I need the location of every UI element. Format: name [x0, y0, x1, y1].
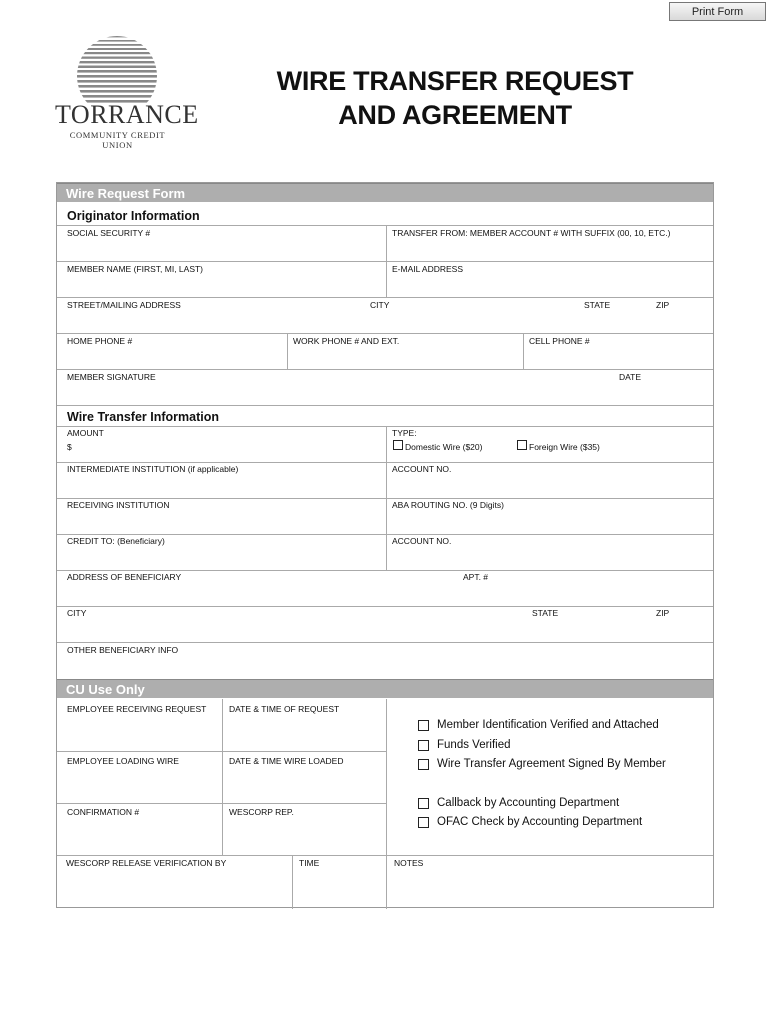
wire-request-form	[56, 182, 714, 908]
sunrise-logo-icon	[75, 34, 159, 104]
email-label: E-MAIL ADDRESS	[392, 264, 464, 274]
member-signature-label: MEMBER SIGNATURE	[67, 372, 156, 382]
divider	[57, 261, 713, 262]
section-wire-request: Wire Request Form	[57, 183, 713, 202]
employee-loading-label: EMPLOYEE LOADING WIRE	[67, 756, 179, 766]
callback-label: Callback by Accounting Department	[437, 797, 620, 809]
divider	[57, 333, 713, 334]
transfer-from-label: TRANSFER FROM: MEMBER ACCOUNT # WITH SUFFIX (00, 10, ETC.)	[392, 228, 671, 238]
divider	[523, 333, 524, 369]
city-label: CITY	[370, 300, 390, 310]
divider	[57, 534, 713, 535]
divider	[57, 803, 387, 804]
funds-verified-label: Funds Verified	[437, 739, 511, 751]
divider	[222, 699, 223, 855]
apt-label: APT. #	[463, 572, 489, 582]
divider	[57, 606, 713, 607]
title-line-1: WIRE TRANSFER REQUEST	[276, 66, 634, 96]
logo-subtitle: COMMUNITY CREDIT UNION	[69, 130, 166, 150]
agreement-signed-label: Wire Transfer Agreement Signed By Member	[437, 758, 666, 770]
date-label: DATE	[619, 372, 642, 382]
ssn-label: SOCIAL SECURITY #	[67, 228, 151, 238]
ben-city-label: CITY	[67, 608, 87, 618]
amount-label: AMOUNT	[67, 428, 104, 438]
funds-verified-checkbox[interactable]	[418, 740, 429, 751]
time-label: TIME	[299, 858, 320, 868]
domestic-wire-checkbox[interactable]	[393, 440, 403, 450]
member-name-label: MEMBER NAME (FIRST, MI, LAST)	[67, 264, 204, 274]
type-label: TYPE:	[392, 428, 417, 438]
divider	[292, 855, 293, 909]
date-time-request-label: DATE & TIME OF REQUEST	[229, 704, 340, 714]
notes-label: NOTES	[394, 858, 424, 868]
member-id-verified-label: Member Identification Verified and Attached	[437, 719, 659, 731]
zip-label: ZIP	[656, 300, 670, 310]
divider	[57, 297, 713, 298]
cell-phone-label: CELL PHONE #	[529, 336, 590, 346]
originator-heading: Originator Information	[67, 209, 200, 223]
divider	[57, 498, 713, 499]
ben-zip-label: ZIP	[656, 608, 670, 618]
divider	[287, 333, 288, 369]
page-title	[240, 64, 670, 132]
aba-routing-label: ABA ROUTING NO. (9 Digits)	[392, 500, 504, 510]
foreign-wire-label: Foreign Wire ($35)	[529, 442, 600, 452]
domestic-wire-label: Domestic Wire ($20)	[405, 442, 483, 452]
divider	[57, 855, 713, 856]
wire-info-heading: Wire Transfer Information	[67, 410, 219, 424]
divider	[57, 225, 713, 226]
address-beneficiary-label: ADDRESS OF BENEFICIARY	[67, 572, 182, 582]
dollar-sign: $	[67, 442, 72, 452]
intermediate-label: INTERMEDIATE INSTITUTION (if applicable)	[67, 464, 239, 474]
confirmation-label: CONFIRMATION #	[67, 807, 140, 817]
divider	[57, 570, 713, 571]
wescorp-release-label: WESCORP RELEASE VERIFICATION BY	[66, 858, 227, 868]
divider	[57, 751, 387, 752]
employee-receiving-label: EMPLOYEE RECEIVING REQUEST	[67, 704, 207, 714]
ben-state-label: STATE	[532, 608, 559, 618]
divider	[57, 426, 713, 427]
foreign-wire-checkbox[interactable]	[517, 440, 527, 450]
account-no-2-label: ACCOUNT NO.	[392, 536, 452, 546]
home-phone-label: HOME PHONE #	[67, 336, 133, 346]
torrance-logo	[55, 34, 199, 150]
divider	[57, 369, 713, 370]
state-label: STATE	[584, 300, 611, 310]
other-beneficiary-label: OTHER BENEFICIARY INFO	[67, 645, 179, 655]
credit-to-label: CREDIT TO: (Beneficiary)	[67, 536, 165, 546]
ofac-check-checkbox[interactable]	[418, 817, 429, 828]
receiving-institution-label: RECEIVING INSTITUTION	[67, 500, 170, 510]
agreement-signed-checkbox[interactable]	[418, 759, 429, 770]
work-phone-label: WORK PHONE # AND EXT.	[293, 336, 400, 346]
divider	[57, 405, 713, 406]
divider	[57, 462, 713, 463]
section-cu-use-only: CU Use Only	[57, 679, 713, 698]
title-line-2: AND AGREEMENT	[338, 100, 572, 130]
callback-checkbox[interactable]	[418, 798, 429, 809]
street-label: STREET/MAILING ADDRESS	[67, 300, 181, 310]
ofac-check-label: OFAC Check by Accounting Department	[437, 816, 643, 828]
divider	[57, 642, 713, 643]
date-time-loaded-label: DATE & TIME WIRE LOADED	[229, 756, 344, 766]
account-no-label: ACCOUNT NO.	[392, 464, 452, 474]
wescorp-rep-label: WESCORP REP.	[229, 807, 294, 817]
logo-name: TORRANCE	[55, 100, 199, 129]
member-id-verified-checkbox[interactable]	[418, 720, 429, 731]
divider	[386, 699, 387, 909]
print-form-button[interactable]: Print Form	[669, 2, 766, 21]
